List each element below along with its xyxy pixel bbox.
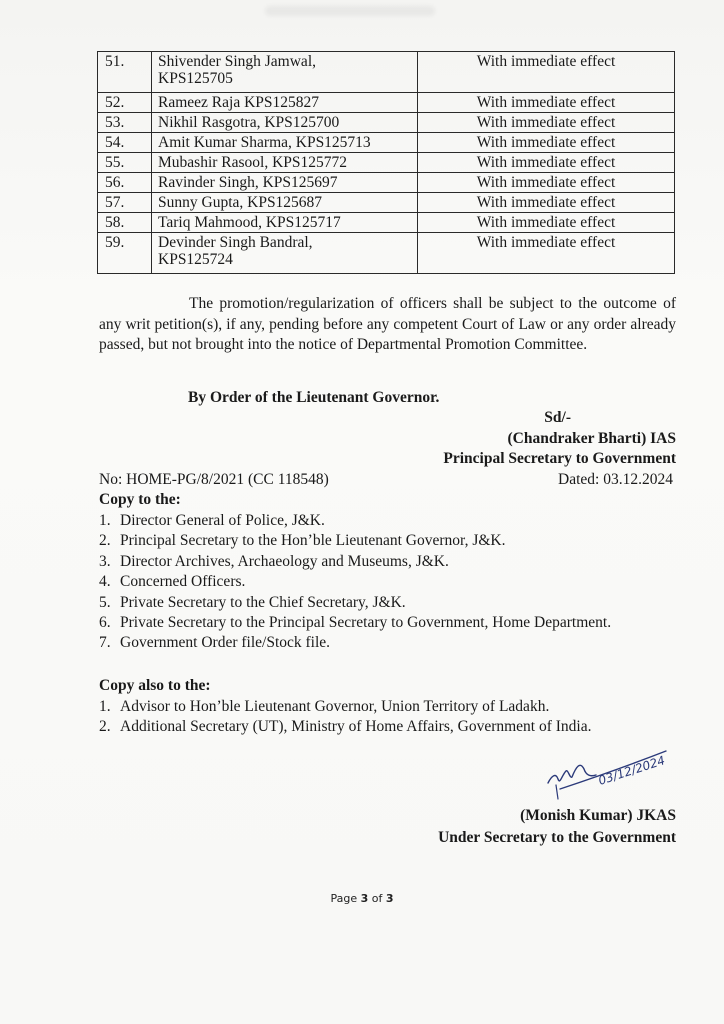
list-item xyxy=(99,697,592,717)
list-text: Concerned Officers. xyxy=(120,573,246,591)
effect-cell: With immediate effect xyxy=(418,52,675,93)
order-line: By Order of the Lieutenant Governor. xyxy=(188,389,440,406)
list-number: 2. xyxy=(99,532,111,550)
copy-to-heading: Copy to the: xyxy=(99,491,181,508)
serial-number: 54. xyxy=(98,133,152,153)
list-text: Government Order file/Stock file. xyxy=(120,634,331,652)
serial-number: 51. xyxy=(98,52,152,93)
list-item xyxy=(99,572,611,592)
of-word: of xyxy=(371,892,383,905)
officer-name: Nikhil Rasgotra, KPS125700 xyxy=(152,113,418,133)
table-row xyxy=(98,233,675,274)
bleed-through-mark xyxy=(265,6,435,16)
list-item xyxy=(99,531,611,551)
serial-number: 59. xyxy=(98,233,152,274)
paragraph-text: The promotion/regularization of officers shall be subject to the outcome of any writ petition(s), if any, pending before any competent Court of Law or any order already passed, but not brought into the notice of Departmental Promotion Committee. xyxy=(99,295,676,353)
officer-name-line2: KPS125724 xyxy=(158,251,233,268)
under-secretary-name: (Monish Kumar) JKAS xyxy=(520,807,676,824)
copy-to-list xyxy=(99,511,611,654)
signatory-name: (Chandraker Bharti) IAS xyxy=(507,429,676,447)
officer-name: Amit Kumar Sharma, KPS125713 xyxy=(152,133,418,153)
conditions-paragraph xyxy=(99,294,676,356)
table-row xyxy=(98,193,675,213)
under-secretary-signature-block xyxy=(438,805,676,849)
handwritten-date: 03/12/2024 xyxy=(596,753,667,788)
table-row xyxy=(98,173,675,193)
effect-cell: With immediate effect xyxy=(418,173,675,193)
effect-cell: With immediate effect xyxy=(418,213,675,233)
serial-number: 55. xyxy=(98,153,152,173)
list-item xyxy=(99,613,611,633)
officer-name: Mubashir Rasool, KPS125772 xyxy=(152,153,418,173)
list-text: Additional Secretary (UT), Ministry of Home Affairs, Government of India. xyxy=(120,718,592,736)
list-number: 7. xyxy=(99,634,111,652)
effect-cell: With immediate effect xyxy=(418,133,675,153)
list-item xyxy=(99,593,611,613)
list-item xyxy=(99,717,592,737)
serial-number: 52. xyxy=(98,93,152,113)
page-word: Page xyxy=(330,892,358,905)
list-number: 3. xyxy=(99,552,111,570)
list-number: 1. xyxy=(99,698,111,715)
list-item xyxy=(99,511,611,531)
copy-also-to-list xyxy=(99,697,592,738)
officer-name-line1: Shivender Singh Jamwal, xyxy=(158,53,316,70)
reference-number: No: HOME-PG/8/2021 (CC 118548) xyxy=(99,471,329,488)
table-row xyxy=(98,52,675,93)
officer-name-line2: KPS125705 xyxy=(158,70,233,87)
officers-table xyxy=(97,51,675,274)
table-row xyxy=(98,93,675,113)
table-row xyxy=(98,153,675,173)
officer-name: Ravinder Singh, KPS125697 xyxy=(152,173,418,193)
table-row xyxy=(98,213,675,233)
serial-number: 58. xyxy=(98,213,152,233)
officer-name-line1: Devinder Singh Bandral, xyxy=(158,234,313,251)
table-row xyxy=(98,133,675,153)
principal-secretary-signature-block xyxy=(443,408,676,490)
page-number xyxy=(0,892,724,905)
list-text: Advisor to Hon’ble Lieutenant Governor, Union Territory of Ladakh. xyxy=(120,698,550,715)
effect-cell: With immediate effect xyxy=(418,113,675,133)
under-secretary-designation: Under Secretary to the Government xyxy=(438,829,676,846)
list-text: Principal Secretary to the Hon’ble Lieutenant Governor, J&K. xyxy=(120,532,506,550)
order-date: Dated: 03.12.2024 xyxy=(558,470,673,488)
signatory-designation: Principal Secretary to Government xyxy=(443,450,676,467)
copy-also-to-heading: Copy also to the: xyxy=(99,677,211,694)
total-pages: 3 xyxy=(385,892,394,905)
list-text: Director General of Police, J&K. xyxy=(120,512,325,529)
list-number: 6. xyxy=(99,614,111,632)
officer-name xyxy=(152,233,418,274)
list-item xyxy=(99,552,611,572)
list-number: 4. xyxy=(99,573,111,591)
officer-name xyxy=(152,52,418,93)
list-number: 2. xyxy=(99,718,111,736)
table-row xyxy=(98,113,675,133)
handwritten-signature-icon xyxy=(540,745,680,805)
list-item xyxy=(99,633,611,653)
officer-name: Sunny Gupta, KPS125687 xyxy=(152,193,418,213)
effect-cell: With immediate effect xyxy=(418,233,675,274)
officer-name: Tariq Mahmood, KPS125717 xyxy=(152,213,418,233)
effect-cell: With immediate effect xyxy=(418,193,675,213)
list-number: 5. xyxy=(99,593,111,611)
serial-number: 57. xyxy=(98,193,152,213)
effect-cell: With immediate effect xyxy=(418,93,675,113)
list-text: Private Secretary to the Chief Secretary, J&K. xyxy=(120,593,406,611)
current-page: 3 xyxy=(360,892,369,905)
officer-name: Rameez Raja KPS125827 xyxy=(152,93,418,113)
list-number: 1. xyxy=(99,512,111,529)
list-text: Director Archives, Archaeology and Museums, J&K. xyxy=(120,552,449,570)
list-text: Private Secretary to the Principal Secretary to Government, Home Department. xyxy=(120,614,612,632)
effect-cell: With immediate effect xyxy=(418,153,675,173)
sd-mark: Sd/- xyxy=(544,409,571,426)
serial-number: 53. xyxy=(98,113,152,133)
serial-number: 56. xyxy=(98,173,152,193)
